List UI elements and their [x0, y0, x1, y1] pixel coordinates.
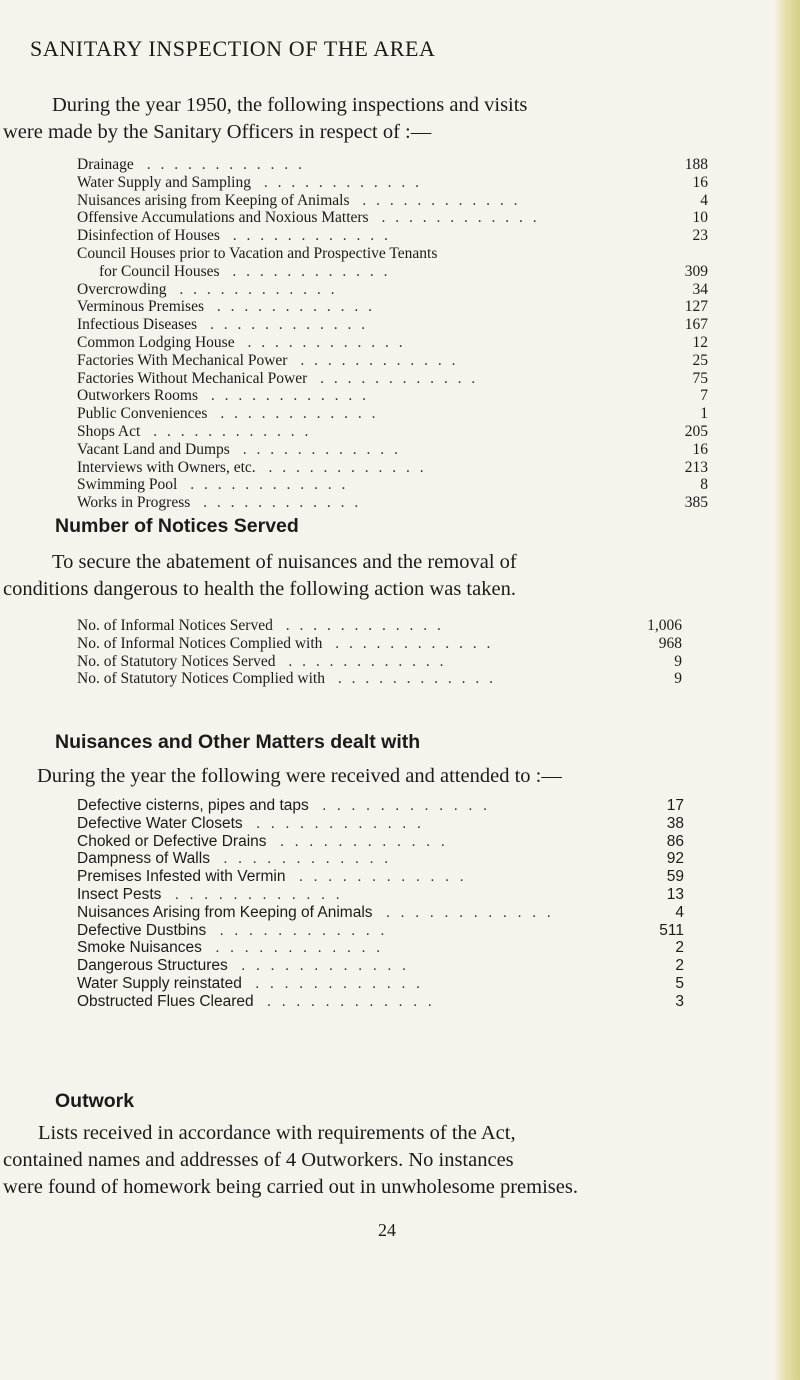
leader-dots: . . . . . . . . . . . .	[183, 476, 349, 494]
row-label: Obstructed Flues Cleared	[77, 993, 260, 1010]
row-value: 9	[674, 670, 682, 688]
row-label-cell	[77, 459, 639, 477]
table-row	[77, 405, 708, 423]
row-label: Common Lodging House	[77, 334, 241, 351]
row-label: Defective cisterns, pipes and taps	[77, 797, 315, 814]
row-label-cell	[77, 993, 632, 1011]
page-number: 24	[378, 1220, 396, 1240]
nuisances-heading: Nuisances and Other Matters dealt with	[55, 731, 421, 753]
table-row	[77, 993, 684, 1011]
row-label-cell	[77, 833, 632, 851]
row-label: Dangerous Structures	[77, 957, 234, 974]
row-label: Verminous Premises	[77, 298, 210, 315]
table-row	[77, 334, 708, 352]
row-label: Water Supply and Sampling	[77, 174, 257, 191]
leader-dots: . . . . . . . . . . . .	[378, 903, 554, 921]
row-value: 17	[666, 797, 684, 814]
leader-dots: . . . . . . . . . . . .	[314, 797, 491, 814]
row-value: 12	[692, 333, 708, 351]
row-label: Premises Infested with Vermin	[77, 868, 291, 885]
table-row	[77, 245, 708, 263]
leader-dots: . . . . . . . . . . . .	[207, 939, 384, 957]
table-row	[77, 459, 708, 477]
row-label: Offensive Accumulations and Noxious Matters	[77, 209, 375, 226]
nuisances-table	[77, 797, 684, 1011]
leader-dots: . . . . . . . . . . . .	[212, 921, 388, 939]
row-label: No. of Statutory Notices Served	[77, 653, 281, 670]
row-label-cell	[77, 939, 632, 957]
table-row	[77, 352, 708, 370]
row-label: Dampness of Walls	[77, 850, 216, 867]
table-row	[77, 298, 708, 316]
leader-dots: . . . . . . . . . . . .	[225, 227, 391, 245]
table-row	[77, 209, 708, 227]
row-label-cell	[77, 227, 639, 245]
table-row	[77, 975, 684, 993]
row-label-cell	[77, 815, 632, 833]
row-value: 86	[666, 832, 684, 850]
row-label-cell	[77, 423, 639, 441]
table-row	[77, 423, 708, 441]
leader-dots: . . . . . . . . . . . .	[172, 280, 338, 298]
leader-dots: . . . . . . . . . . . .	[330, 670, 496, 688]
row-value: 10	[692, 209, 708, 227]
intro-paragraph	[3, 92, 770, 146]
row-label-cell	[77, 209, 639, 227]
leader-dots: . . . . . . . . . . . .	[272, 832, 448, 850]
leader-dots: . . . . . . . . . . . .	[215, 850, 392, 868]
row-label: Swimming Pool	[77, 476, 183, 493]
table-row	[77, 868, 684, 886]
nuisances-line-1: During the year the following were received and attended to :—	[37, 765, 562, 787]
row-value: 59	[666, 868, 684, 886]
table-row	[77, 174, 708, 192]
outwork-heading: Outwork	[55, 1090, 135, 1112]
leader-dots: . . . . . . . . . . . .	[278, 617, 444, 634]
row-value: 968	[658, 634, 682, 652]
row-label-cell	[77, 922, 632, 940]
row-value: 16	[692, 440, 708, 458]
row-label-cell	[77, 298, 639, 316]
leader-dots: . . . . . . . . . . . .	[235, 440, 401, 458]
row-value: 1,006	[647, 617, 682, 634]
table-row	[77, 441, 708, 459]
leader-dots: . . . . . . . . . . . .	[281, 652, 447, 670]
row-label: Nuisances Arising from Keeping of Animals	[77, 904, 379, 921]
row-value: 188	[684, 156, 708, 173]
notices-line-2: conditions dangerous to health the following action was taken.	[3, 578, 516, 600]
row-value: 4	[700, 191, 708, 209]
row-label: Defective Dustbins	[77, 922, 212, 939]
leader-dots: . . . . . . . . . . . .	[261, 458, 427, 476]
leader-dots: . . . . . . . . . . . .	[240, 333, 406, 351]
leader-dots: . . . . . . . . . . . .	[328, 634, 494, 652]
row-value: 511	[659, 921, 684, 939]
table-row	[77, 281, 708, 299]
row-value: 309	[684, 262, 708, 280]
row-label: No. of Informal Notices Complied with	[77, 635, 328, 652]
table-row	[77, 850, 684, 868]
row-value: 213	[684, 458, 708, 476]
table-row	[77, 263, 708, 281]
leader-dots: . . . . . . . . . . . .	[247, 974, 424, 992]
row-label: Nuisances arising from Keeping of Animals	[77, 192, 355, 209]
row-value: 75	[692, 369, 708, 387]
row-label: Factories Without Mechanical Power	[77, 370, 313, 387]
row-label: for Council Houses	[99, 263, 226, 280]
leader-dots: . . . . . . . . . . . .	[291, 868, 467, 886]
table-row	[77, 797, 684, 815]
table-row	[77, 370, 708, 388]
row-label: Choked or Defective Drains	[77, 833, 273, 850]
row-label-cell	[77, 904, 632, 922]
row-label-cell	[77, 156, 639, 174]
row-label: Overcrowding	[77, 281, 173, 298]
table-row	[77, 227, 708, 245]
nuisances-paragraph	[37, 763, 770, 790]
row-label-cell	[77, 617, 637, 635]
row-value: 16	[692, 173, 708, 191]
row-label: Works in Progress	[77, 494, 196, 511]
leader-dots: . . . . . . . . . . . .	[293, 351, 459, 369]
row-label: Council Houses prior to Vacation and Prospective Tenants	[77, 245, 443, 262]
row-label-cell	[77, 886, 632, 904]
leader-dots: . . . . . . . . . . . .	[213, 405, 379, 423]
row-value: 8	[700, 476, 708, 494]
row-label: Shops Act	[77, 423, 146, 440]
table-row	[77, 156, 708, 174]
leader-dots: . . . . . . . . . . . .	[248, 814, 425, 832]
row-value: 127	[684, 298, 708, 316]
row-label: No. of Statutory Notices Complied with	[77, 670, 331, 687]
row-label: Outworkers Rooms	[77, 387, 204, 404]
leader-dots: . . . . . . . . . . . .	[139, 156, 305, 173]
row-label-cell	[77, 797, 632, 815]
row-label-cell	[77, 476, 639, 494]
row-label-cell	[77, 868, 632, 886]
table-row	[77, 886, 684, 904]
row-label: Smoke Nuisances	[77, 939, 208, 956]
row-label: Public Conveniences	[77, 405, 213, 422]
row-value: 9	[674, 652, 682, 670]
notices-line-1: To secure the abatement of nuisances and the removal of	[52, 551, 517, 573]
leader-dots: . . . . . . . . . . . .	[225, 262, 391, 280]
row-value: 92	[666, 850, 684, 868]
leader-dots: . . . . . . . . . . . .	[146, 422, 312, 440]
table-row	[77, 192, 708, 210]
row-value: 34	[692, 280, 708, 298]
row-value: 7	[700, 387, 708, 405]
row-label: Factories With Mechanical Power	[77, 352, 293, 369]
row-value: 167	[684, 316, 708, 334]
row-label-cell	[77, 975, 632, 993]
row-value: 4	[675, 903, 684, 921]
row-value	[639, 245, 708, 263]
outwork-line-3: were found of homework being carried out in unwholesome premises.	[3, 1176, 578, 1198]
inspections-table	[77, 156, 708, 512]
leader-dots: . . . . . . . . . . . .	[313, 369, 479, 387]
row-label-cell	[77, 316, 639, 334]
row-label: No. of Informal Notices Served	[77, 617, 279, 634]
row-label-cell	[77, 653, 637, 671]
table-row	[77, 617, 682, 635]
row-value: 38	[666, 814, 684, 832]
row-label-cell	[77, 263, 639, 281]
table-row	[77, 387, 708, 405]
leader-dots: . . . . . . . . . . . .	[203, 316, 369, 334]
intro-line-1: During the year 1950, the following inspections and visits	[52, 94, 528, 116]
table-row	[77, 922, 684, 940]
leader-dots: . . . . . . . . . . . .	[196, 494, 362, 512]
leader-dots: . . . . . . . . . . . .	[233, 957, 410, 975]
notices-table	[77, 617, 682, 688]
row-value: 2	[675, 939, 684, 957]
row-label-cell	[77, 850, 632, 868]
row-label: Vacant Land and Dumps	[77, 441, 236, 458]
page-title: SANITARY INSPECTION OF THE AREA	[30, 36, 436, 61]
row-label: Insect Pests	[77, 886, 167, 903]
leader-dots: . . . . . . . . . . . .	[374, 209, 540, 227]
row-label: Water Supply reinstated	[77, 975, 248, 992]
leader-dots: . . . . . . . . . . . .	[259, 992, 435, 1010]
leader-dots: . . . . . . . . . . . .	[203, 387, 369, 405]
table-row	[77, 494, 708, 512]
leader-dots: . . . . . . . . . . . .	[210, 298, 376, 316]
table-row	[77, 904, 684, 922]
row-label-cell	[77, 352, 639, 370]
row-value: 2	[675, 957, 684, 975]
table-row	[77, 476, 708, 494]
row-value: 205	[684, 422, 708, 440]
row-label: Drainage	[77, 156, 140, 173]
row-label-cell	[77, 334, 639, 352]
leader-dots: . . . . . . . . . . . .	[167, 885, 343, 903]
intro-line-2: were made by the Sanitary Officers in respect of :—	[3, 121, 432, 143]
table-row	[77, 635, 682, 653]
notices-heading: Number of Notices Served	[55, 515, 299, 537]
table-row	[77, 833, 684, 851]
row-value: 25	[692, 351, 708, 369]
row-value: 3	[675, 992, 684, 1010]
row-label-cell	[77, 174, 639, 192]
table-row	[77, 316, 708, 334]
outwork-line-2: contained names and addresses of 4 Outworkers. No instances	[3, 1149, 514, 1171]
row-label-cell	[77, 370, 639, 388]
row-value: 13	[666, 885, 684, 903]
row-label: Infectious Diseases	[77, 316, 203, 333]
row-label-cell	[77, 494, 639, 512]
row-value: 1	[700, 405, 708, 423]
outwork-paragraph	[3, 1120, 770, 1201]
row-label: Disinfection of Houses	[77, 227, 226, 244]
row-label: Defective Water Closets	[77, 815, 249, 832]
row-label-cell	[77, 957, 632, 975]
row-value: 5	[675, 974, 684, 992]
row-label-cell	[77, 670, 637, 688]
outwork-line-1: Lists received in accordance with requirements of the Act,	[38, 1122, 516, 1144]
row-label-cell	[77, 245, 639, 263]
row-label-cell	[77, 387, 639, 405]
row-value: 385	[684, 494, 708, 512]
page-edge-shadow	[774, 0, 800, 1380]
row-label-cell	[77, 441, 639, 459]
row-value: 23	[692, 227, 708, 245]
leader-dots: . . . . . . . . . . . .	[355, 191, 521, 209]
table-row	[77, 653, 682, 671]
row-label-cell	[77, 635, 637, 653]
table-row	[77, 939, 684, 957]
row-label-cell	[77, 405, 639, 423]
row-label-cell	[77, 281, 639, 299]
table-row	[77, 957, 684, 975]
leader-dots: . . . . . . . . . . . .	[256, 173, 422, 191]
notices-paragraph	[3, 549, 770, 603]
table-row	[77, 670, 682, 688]
row-label: Interviews with Owners, etc.	[77, 459, 262, 476]
row-label-cell	[77, 192, 639, 210]
table-row	[77, 815, 684, 833]
